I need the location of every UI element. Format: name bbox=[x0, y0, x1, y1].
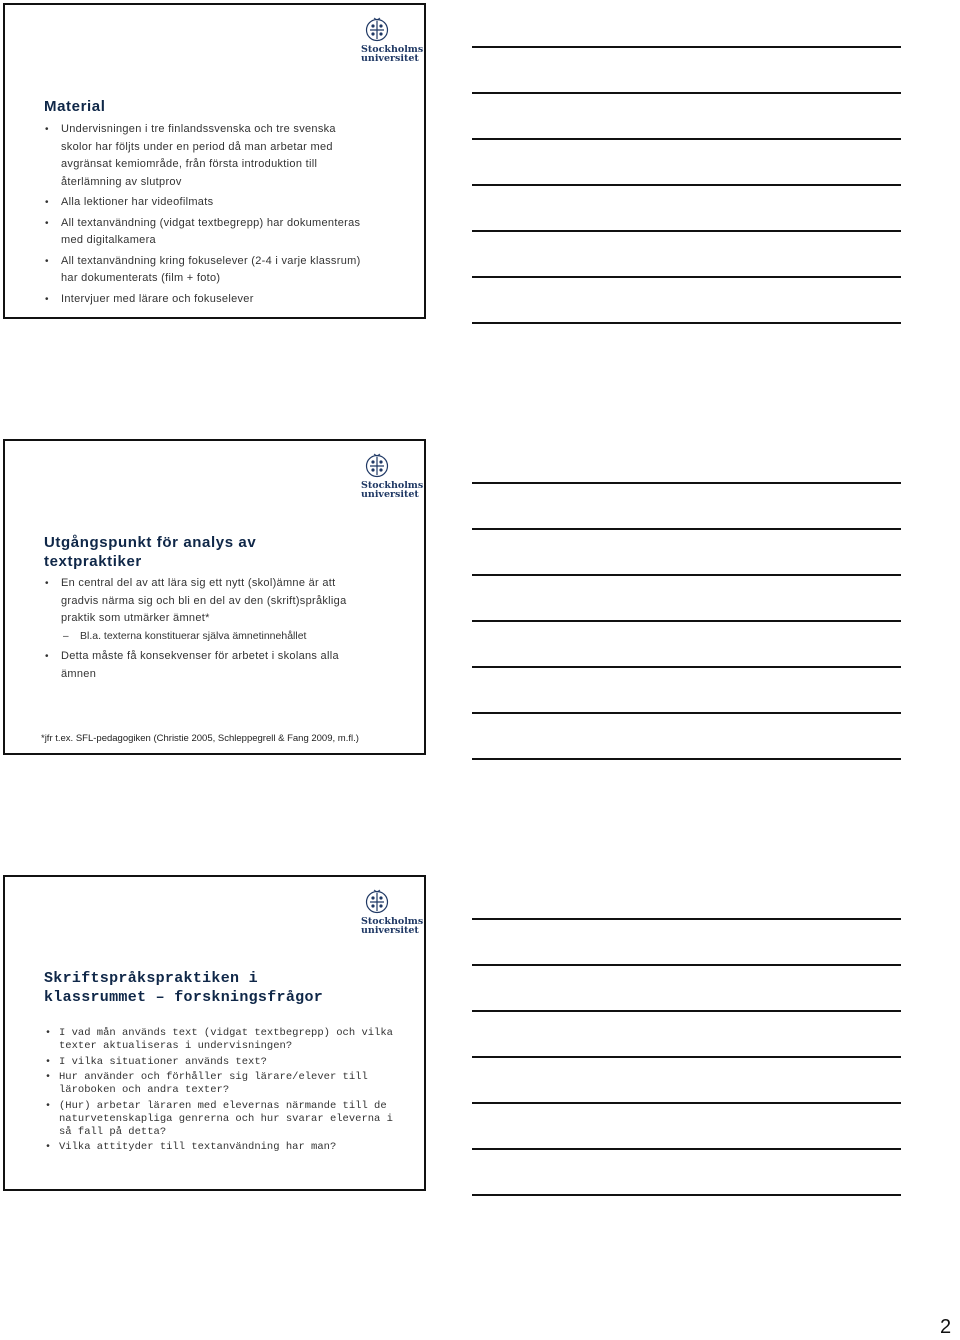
note-line bbox=[472, 574, 901, 576]
note-line bbox=[472, 1194, 901, 1196]
slide-material bbox=[3, 3, 426, 319]
bullet-list bbox=[44, 1027, 394, 1157]
note-line bbox=[472, 46, 901, 48]
note-line bbox=[472, 712, 901, 714]
note-line bbox=[472, 528, 901, 530]
list-item: • En central del av att lära sig ett nytt (skol)ämne är att gradvis närma sig och bli en del av den (skrift)språkliga praktik som utmärker ämnet* bbox=[44, 575, 364, 628]
sub-list-item: – Bl.a. texterna konstituerar själva ämnetinnehållet bbox=[44, 628, 364, 646]
bullet-list bbox=[44, 121, 364, 308]
university-logo bbox=[361, 453, 423, 503]
university-logo bbox=[361, 889, 423, 939]
list-item: • All textanvändning (vidgat textbegrepp) har dokumenteras med digitalkamera bbox=[44, 215, 364, 250]
slide-title: Material bbox=[44, 98, 106, 115]
list-item: • Undervisningen i tre finlandssvenska och tre svenska skolor har följts under en period då man arbetar med avgränsat kemiområde, från första introduktion till återlämning av slutprov bbox=[44, 121, 364, 191]
slide-forskningsfragor bbox=[3, 875, 426, 1191]
page-number: 2 bbox=[940, 1316, 952, 1338]
university-logo bbox=[361, 17, 423, 67]
logo-wordmark: Stockholms universitet bbox=[361, 916, 424, 936]
logo-wordmark: Stockholms universitet bbox=[361, 480, 424, 500]
list-item: • Vilka attityder till textanvändning har man? bbox=[44, 1141, 394, 1154]
note-line bbox=[472, 1056, 901, 1058]
crest-icon bbox=[365, 889, 389, 917]
note-line bbox=[472, 666, 901, 668]
list-item: • All textanvändning kring fokuselever (2-4 i varje klassrum) har dokumenterats (film + foto) bbox=[44, 253, 364, 288]
list-item: • Alla lektioner har videofilmats bbox=[44, 194, 364, 212]
list-item: • I vilka situationer används text? bbox=[44, 1056, 394, 1069]
slide-title: Skriftspråkspraktiken i klassrummet – forskningsfrågor bbox=[44, 970, 324, 1006]
note-line bbox=[472, 184, 901, 186]
note-line bbox=[472, 322, 901, 324]
list-item: • Intervjuer med lärare och fokuselever bbox=[44, 291, 364, 309]
bullet-list bbox=[44, 575, 364, 683]
note-line bbox=[472, 482, 901, 484]
list-item: • Hur använder och förhåller sig lärare/elever till läroboken och andra texter? bbox=[44, 1071, 394, 1097]
note-line bbox=[472, 964, 901, 966]
list-item: • I vad mån används text (vidgat textbegrepp) och vilka texter aktualiseras i undervisningen? bbox=[44, 1027, 394, 1053]
note-line bbox=[472, 758, 901, 760]
note-line bbox=[472, 230, 901, 232]
list-item: • Detta måste få konsekvenser för arbetet i skolans alla ämnen bbox=[44, 648, 364, 683]
note-line bbox=[472, 1102, 901, 1104]
footnote: *jfr t.ex. SFL-pedagogiken (Christie 2005, Schleppegrell & Fang 2009, m.fl.) bbox=[41, 733, 359, 744]
note-line bbox=[472, 620, 901, 622]
note-line bbox=[472, 92, 901, 94]
logo-wordmark: Stockholms universitet bbox=[361, 44, 424, 64]
note-line bbox=[472, 276, 901, 278]
slide-title: Utgångspunkt för analys av textpraktiker bbox=[44, 534, 257, 570]
note-line bbox=[472, 918, 901, 920]
crest-icon bbox=[365, 453, 389, 481]
note-line bbox=[472, 138, 901, 140]
note-line bbox=[472, 1148, 901, 1150]
crest-icon bbox=[365, 17, 389, 45]
note-line bbox=[472, 1010, 901, 1012]
list-item: • (Hur) arbetar läraren med elevernas närmande till de naturvetenskapliga genrerna och hur svarar eleverna i så fall på detta? bbox=[44, 1100, 394, 1139]
slide-utgangspunkt bbox=[3, 439, 426, 755]
